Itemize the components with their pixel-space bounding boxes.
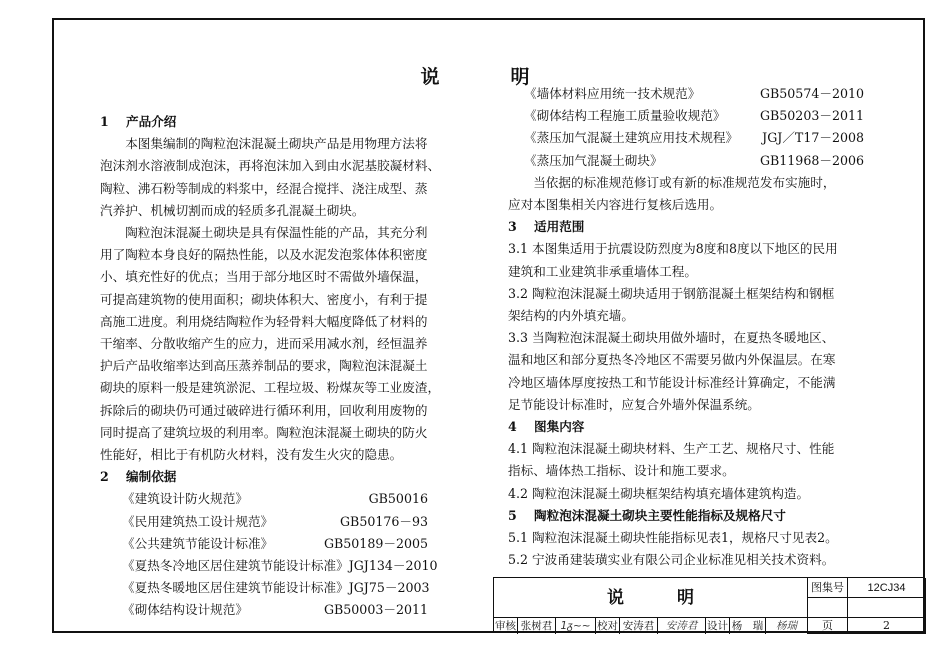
reference-code: GB50176－93	[340, 513, 428, 529]
check-label: 校对	[597, 620, 618, 632]
text-line: 当依据的标准规范修订或有新的标准规范发布实施时，	[508, 174, 836, 190]
text-line: 小、填充性好的优点；当用于部分地区时不需做外墙保温，	[100, 269, 428, 285]
reference-code: JGJ75－2003	[348, 580, 430, 596]
design-label: 设计	[707, 620, 728, 632]
reference-item	[508, 83, 868, 105]
section-title: 适用范围	[534, 219, 585, 235]
text-line: 性能好，相比于有机防火材料，没有发生火灾的隐患。	[100, 447, 403, 463]
reference-name: 《墙体材料应用统一技术规范》	[524, 86, 701, 101]
reference-code: JGJ／T17－2008	[762, 130, 864, 146]
reference-item	[100, 555, 460, 577]
section-number: 4	[508, 419, 517, 435]
reference-item	[508, 127, 868, 149]
reference-name: 《建筑设计防火规范》	[122, 491, 248, 507]
designer-signature: 杨瑞	[766, 618, 808, 634]
text-line: 应对本图集相关内容进行复核后选用。	[508, 197, 723, 213]
text-line: 同时提高了建筑垃圾的利用率。陶粒泡沫混凝土砌块的防火	[100, 424, 428, 440]
section-1-body	[100, 133, 460, 466]
reference-code: GB11968－2006	[759, 152, 864, 168]
section-1-heading	[100, 111, 460, 133]
right-column	[508, 83, 868, 571]
title-block	[493, 577, 925, 633]
reference-name: 《公共建筑节能设计标准》	[122, 535, 274, 551]
reference-name: 《民用建筑热工设计规范》	[122, 513, 274, 529]
text-line: 高施工进度。利用烧结陶粒作为轻骨料大幅度降低了材料的	[100, 313, 428, 329]
section-number: 2	[100, 469, 109, 485]
reference-list	[100, 488, 460, 621]
reference-name: 《蒸压加气混凝土建筑应用技术规程》	[524, 130, 739, 146]
text-line: 3.1 本图集适用于抗震设防烈度为8度和8度以下地区的民用	[508, 241, 838, 257]
text-line: 泡沫剂水溶液制成泡沫，再将泡沫加入到由水泥基胶凝材料、	[100, 158, 441, 174]
blank-cell	[848, 598, 926, 618]
checker-signature: 安涛君	[658, 618, 706, 634]
atlas-number-label: 图集号	[808, 578, 848, 598]
page-number: 2	[848, 618, 926, 634]
text-line: 5.2 宁波甬建装璜实业有限公司企业标准见相关技术资料。	[508, 552, 835, 568]
designer-name: 杨 瑞	[730, 618, 766, 634]
text-line: 干缩率、分散收缩产生的应力，进而采用减水剂，经恒温养	[100, 336, 428, 352]
text-line: 3.2 陶粒泡沫混凝土砌块适用于钢筋混凝土框架结构和钢框	[508, 285, 835, 301]
title-block-title: 说 明	[494, 578, 808, 618]
reference-item	[100, 511, 460, 533]
left-column	[100, 111, 460, 622]
section-title: 图集内容	[534, 419, 585, 435]
section-3-heading	[508, 216, 868, 238]
page-label: 页	[808, 618, 848, 634]
signature-row	[494, 618, 808, 634]
reference-code: JGJ134－2010	[348, 558, 438, 574]
text-line: 4.2 陶粒泡沫混凝土砌块框架结构填充墙体建筑构造。	[508, 485, 810, 501]
checker-name: 安涛君	[620, 618, 658, 634]
reviewer-signature: 1ᵹ~~	[556, 618, 596, 634]
reference-name: 《夏热冬冷地区居住建筑节能设计标准》	[122, 558, 349, 574]
section-title: 陶粒泡沫混凝土砌块主要性能指标及规格尺寸	[534, 507, 786, 523]
text-line: 护后产品收缩率达到高压蒸养制品的要求，陶粒泡沫混凝土	[100, 358, 428, 374]
reference-code: GB50574－2010	[759, 86, 864, 101]
reference-code: GB50189－2005	[323, 535, 428, 551]
atlas-number: 12CJ34	[848, 578, 926, 598]
reference-item	[100, 599, 460, 621]
text-line: 3.3 当陶粒泡沫混凝土砌块用做外墙时，在夏热冬暖地区、	[508, 330, 835, 346]
section-2-heading	[100, 466, 460, 488]
reference-item	[100, 577, 460, 599]
section-number: 5	[508, 507, 517, 523]
review-label: 审核	[495, 620, 516, 632]
text-line: 汽养护、机械切割而成的轻质多孔混凝土砌块。	[100, 202, 365, 218]
reference-list-continued	[508, 83, 868, 172]
text-line: 陶粒泡沫混凝土砌块是具有保温性能的产品，其充分利	[100, 225, 428, 241]
section-5-heading	[508, 505, 868, 527]
section-title: 产品介绍	[126, 114, 177, 129]
reference-code: GB50016	[368, 491, 428, 507]
reference-item	[100, 533, 460, 555]
reference-item	[100, 488, 460, 510]
reviewer-name: 张树君	[518, 618, 556, 634]
text-line: 本图集编制的陶粒泡沫混凝土砌块产品是用物理方法将	[100, 136, 428, 152]
reference-name: 《砌体结构设计规范》	[122, 602, 248, 618]
page-title: 说 明	[420, 66, 556, 88]
reference-name: 《蒸压加气混凝土砌块》	[524, 152, 663, 168]
reference-item	[508, 105, 868, 127]
text-line: 可提高建筑物的使用面积；砌块体积大、密度小，有利于提	[100, 291, 428, 307]
text-line: 指标、墙体热工指标、设计和施工要求。	[508, 463, 735, 479]
section-number: 3	[508, 219, 517, 235]
text-line: 拆除后的砌块仍可通过破碎进行循环利用，回收利用废物的	[100, 402, 428, 418]
reference-name: 《夏热冬暖地区居住建筑节能设计标准》	[122, 580, 349, 596]
text-line: 冷地区墙体厚度按热工和节能设计标准经计算确定，不能满	[508, 374, 836, 390]
section-number: 1	[100, 114, 109, 129]
text-line: 陶粒、沸石粉等制成的料浆中，经混合搅拌、浇注成型、蒸	[100, 180, 428, 196]
blank-cell	[808, 598, 848, 618]
reference-code: GB50203－2011	[759, 108, 864, 124]
text-line: 4.1 陶粒泡沫混凝土砌块材料、生产工艺、规格尺寸、性能	[508, 441, 835, 457]
section-title: 编制依据	[126, 469, 177, 485]
text-line: 5.1 陶粒泡沫混凝土砌块性能指标见表1，规格尺寸见表2。	[508, 530, 838, 546]
text-line: 用了陶粒本身良好的隔热性能，以及水泥发泡浆体体积密度	[100, 247, 428, 263]
text-line: 足节能设计标准时，应复合外墙外保温系统。	[508, 396, 760, 412]
text-line: 砌块的原料一般是建筑淤泥、工程垃圾、粉煤灰等工业废渣，	[100, 380, 441, 396]
reference-item	[508, 150, 868, 172]
reference-name: 《砌体结构工程施工质量验收规范》	[524, 108, 726, 124]
section-4-heading	[508, 416, 868, 438]
text-line: 架结构的内外填充墙。	[508, 308, 634, 324]
text-line: 建筑和工业建筑非承重墙体工程。	[508, 263, 697, 279]
reference-code: GB50003－2011	[323, 602, 428, 618]
text-line: 温和地区和部分夏热冬冷地区不需要另做内外保温层。在寒	[508, 352, 836, 368]
